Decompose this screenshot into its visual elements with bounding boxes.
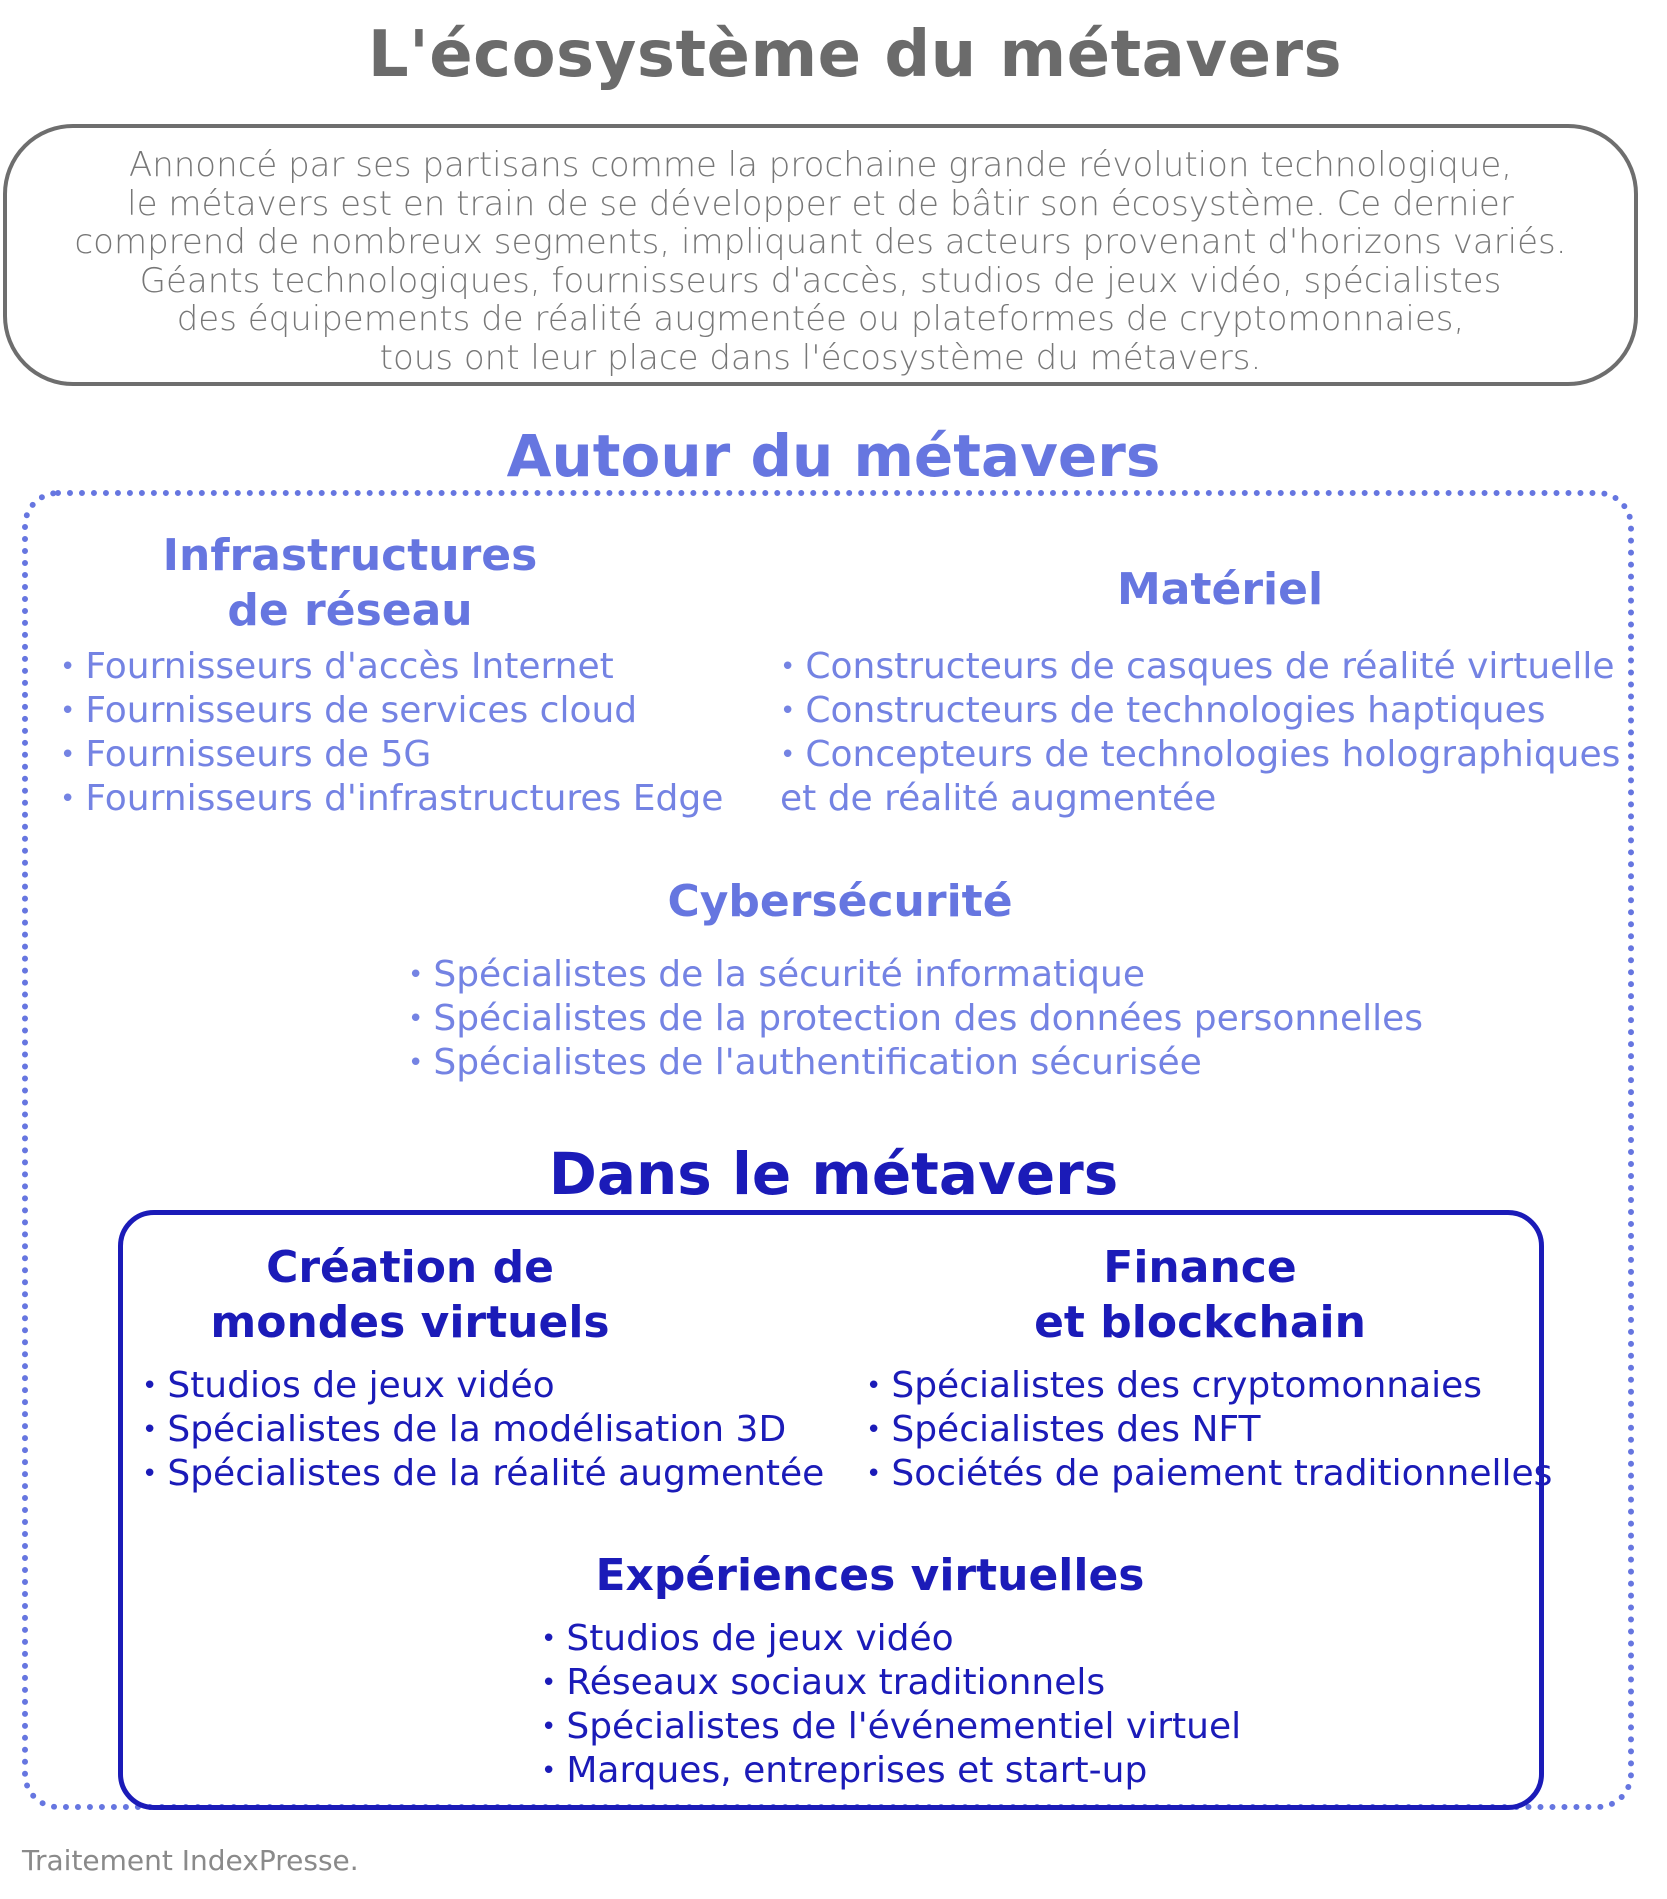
- bullet-dot: •: [780, 652, 796, 682]
- bullet-dot: •: [60, 784, 76, 814]
- bullet-dot: •: [60, 696, 76, 726]
- list-item: [408, 1041, 1423, 1085]
- list-item: [60, 689, 723, 733]
- bullet-dot: •: [408, 1048, 424, 1078]
- list-item: [541, 1661, 1241, 1705]
- bullet-dot: •: [60, 740, 76, 770]
- list-item-text: Studios de jeux vidéo: [566, 1618, 954, 1659]
- list-item-continuation: et de réalité augmentée: [780, 778, 1217, 819]
- intro-line: comprend de nombreux segments, impliquant des acteurs provenant d'horizons variés.: [74, 222, 1567, 262]
- list-item-text: Studios de jeux vidéo: [167, 1365, 555, 1406]
- list-item-text: Spécialistes des cryptomonnaies: [891, 1365, 1483, 1406]
- list-item: [408, 953, 1423, 997]
- bullet-dot: •: [866, 1371, 882, 1401]
- list-item-text: Spécialistes de la réalité augmentée: [167, 1453, 825, 1494]
- list-item-text: Fournisseurs d'infrastructures Edge: [85, 778, 724, 819]
- list-item: [780, 645, 1620, 689]
- list-item: [142, 1452, 824, 1496]
- list-item: [541, 1705, 1241, 1749]
- list-item: [142, 1364, 824, 1408]
- bullet-dot: •: [780, 740, 796, 770]
- list-item: [866, 1452, 1552, 1496]
- creation-title-line1: Création de: [266, 1242, 554, 1293]
- bullet-dot: •: [866, 1415, 882, 1445]
- list-item-text: Fournisseurs de services cloud: [85, 690, 638, 731]
- list-item: [780, 689, 1620, 733]
- around-title: Autour du métavers: [506, 422, 1161, 490]
- finance-title-line2: et blockchain: [1034, 1297, 1366, 1348]
- list-item: [541, 1617, 1241, 1661]
- intro-line: Annoncé par ses partisans comme la prochaine grande révolution technologique,: [128, 145, 1513, 185]
- intro-line: des équipements de réalité augmentée ou plateformes de cryptomonnaies,: [176, 299, 1465, 339]
- page-title: L'écosystème du métavers: [367, 18, 1343, 92]
- bullet-dot: •: [60, 652, 76, 682]
- list-item-text: Spécialistes de l'authentification sécurisée: [433, 1042, 1202, 1083]
- list-item-text: Fournisseurs de 5G: [85, 734, 432, 775]
- bullet-dot: •: [541, 1668, 557, 1698]
- intro-line: tous ont leur place dans l'écosystème du métavers.: [379, 337, 1262, 378]
- cybersecurite-list: [408, 953, 1423, 1085]
- list-item-text: Fournisseurs d'accès Internet: [85, 646, 614, 687]
- list-item: [780, 733, 1620, 777]
- inside-title: Dans le métavers: [548, 1140, 1119, 1208]
- list-item-text: Concepteurs de technologies holographiques: [805, 734, 1621, 775]
- list-item: [60, 733, 723, 777]
- bullet-dot: •: [408, 1004, 424, 1034]
- intro-line: le métavers est en train de se développer et de bâtir son écosystème. Ce dernier: [127, 183, 1514, 224]
- experiences-list: [541, 1617, 1241, 1793]
- list-item-text: Spécialistes de la protection des données personnelles: [433, 998, 1424, 1039]
- list-item-text: Spécialistes de la sécurité informatique: [433, 954, 1145, 995]
- bullet-dot: •: [142, 1371, 158, 1401]
- infrastructures-title-line1: Infrastructures: [162, 530, 538, 581]
- list-item-text: Marques, entreprises et start-up: [566, 1750, 1148, 1791]
- list-item-text: Sociétés de paiement traditionnelles: [891, 1453, 1553, 1494]
- finance-title: [890, 1240, 1510, 1350]
- source-credit: Traitement IndexPresse.: [22, 1844, 359, 1877]
- bullet-dot: •: [541, 1624, 557, 1654]
- list-item-text: Réseaux sociaux traditionnels: [566, 1662, 1106, 1703]
- finance-title-line1: Finance: [1103, 1242, 1297, 1293]
- list-item-text: Spécialistes des NFT: [891, 1409, 1261, 1450]
- list-item-text: Spécialistes de la modélisation 3D: [167, 1409, 787, 1450]
- list-item-text: Constructeurs de technologies haptiques: [805, 690, 1546, 731]
- list-item: [408, 997, 1423, 1041]
- bullet-dot: •: [142, 1459, 158, 1489]
- infrastructures-list: [60, 645, 723, 821]
- bullet-dot: •: [142, 1415, 158, 1445]
- list-item-text: Constructeurs de casques de réalité virtuelle: [805, 646, 1615, 687]
- bullet-dot: •: [408, 960, 424, 990]
- finance-list: [866, 1364, 1552, 1496]
- creation-title-line2: mondes virtuels: [210, 1297, 610, 1348]
- bullet-dot: •: [780, 696, 796, 726]
- list-item: [60, 645, 723, 689]
- creation-list: [142, 1364, 824, 1496]
- bullet-dot: •: [866, 1459, 882, 1489]
- infrastructures-title: [40, 528, 660, 638]
- list-item: [866, 1408, 1552, 1452]
- list-item: [142, 1408, 824, 1452]
- infrastructures-title-line2: de réseau: [227, 585, 473, 636]
- list-item: [866, 1364, 1552, 1408]
- experiences-title: Expériences virtuelles: [595, 1550, 1145, 1601]
- bullet-dot: •: [541, 1756, 557, 1786]
- list-item: [541, 1749, 1241, 1793]
- bullet-dot: •: [541, 1712, 557, 1742]
- list-item: [60, 777, 723, 821]
- intro-line: Géants technologiques, fournisseurs d'accès, studios de jeux vidéo, spécialistes: [139, 260, 1502, 301]
- materiel-title: Matériel: [1116, 564, 1324, 615]
- materiel-list: [780, 645, 1620, 821]
- cybersecurite-title: Cybersécurité: [667, 876, 1013, 927]
- intro-text: [3, 146, 1638, 377]
- creation-title: [120, 1240, 700, 1350]
- list-item-text: Spécialistes de l'événementiel virtuel: [566, 1706, 1242, 1747]
